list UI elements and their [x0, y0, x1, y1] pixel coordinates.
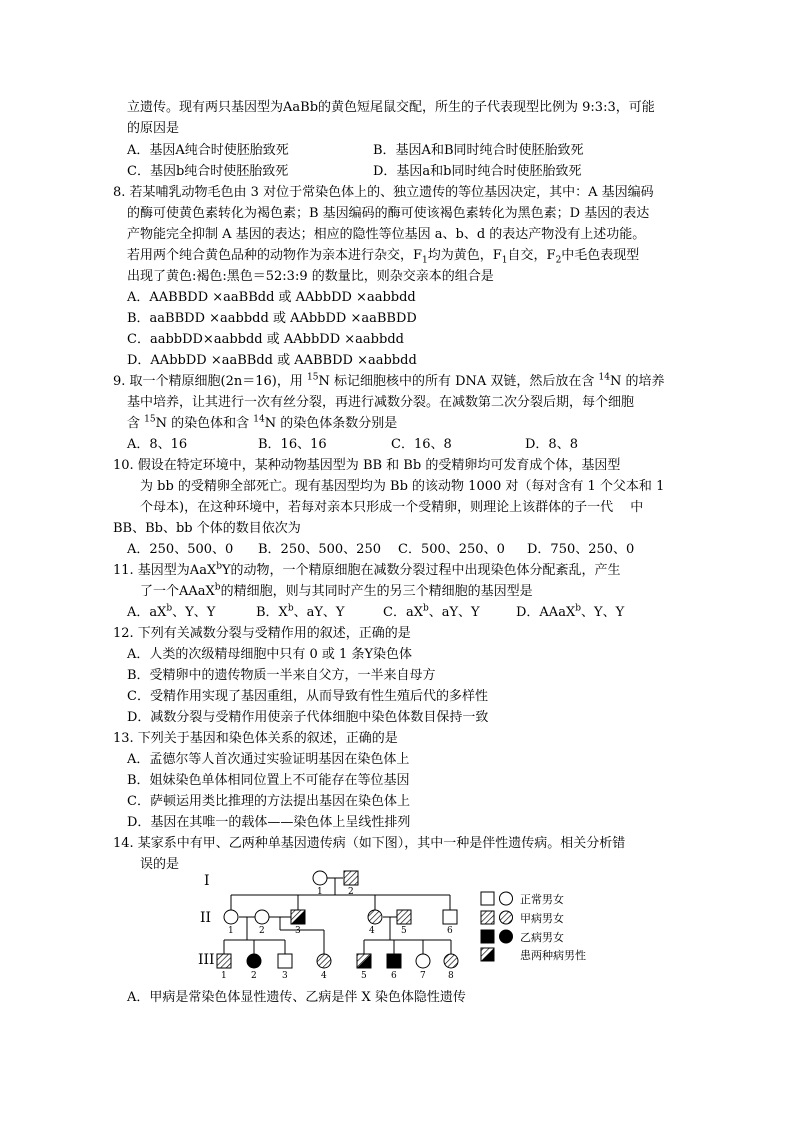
pedigree-legend — [481, 892, 586, 962]
q9-option-d: D．8、8 — [525, 437, 578, 452]
gen2-male-5 — [397, 910, 411, 924]
q7-stem-line-1: 立遗传。现有两只基因型为AaBb的黄色短尾鼠交配，所生的子代表现型比例为 9:3:3，可能 — [127, 100, 655, 115]
gen-label-1: I — [204, 873, 210, 889]
q13-stem: 13. 下列关于基因和染色体关系的叙述，正确的是 — [113, 731, 398, 746]
q8-stem-line-4: 若用两个纯合黄色品种的动物作为亲本进行杂交，$F_1$均为黄色，$F_1$自交，$F_2$中毛色表现型 — [127, 248, 640, 266]
q8-stem-line-1: 8. 若某哺乳动物毛色由 3 对位于常染色体上的、独立遗传的等位基因决定，其中：A 基因编码 — [113, 185, 654, 200]
q12-option-b: B．受精卵中的遗传物质一半来自父方，一半来自母方 — [127, 668, 436, 683]
q9-option-a: A．8、16 — [127, 437, 188, 452]
q11-stem-line-1: 11. 基因型为AaX$^b$Y的动物，一个精原细胞在减数分裂过程中出现染色体分配紊乱，产生 — [113, 561, 621, 578]
gen3-num-4: 4 — [321, 971, 327, 981]
gen3-female-8 — [444, 954, 458, 968]
q11-option-d: D．AAaX$^b$、Y、Y — [516, 603, 625, 620]
legend-both: 患两种病男性 — [520, 949, 586, 962]
gen2-num-6: 6 — [447, 926, 453, 936]
q8-stem-line-5: 出现了黄色:褐色:黑色＝52:3:9 的数量比，则杂交亲本的组合是 — [127, 269, 494, 284]
q8-stem-line-3: 产物能完全抑制 A 基因的表达；相应的隐性等位基因 a、b、d 的表达产物没有上述功能。 — [127, 227, 646, 242]
q10-stem-line-2: 为 bb 的受精卵全部死亡。现有基因型均为 Bb 的该动物 1000 对（每对含有 1 个父本和 1 — [140, 479, 665, 494]
legend-normal: 正常男女 — [520, 893, 564, 906]
q14-option-a: A．甲病是常染色体显性遗传、乙病是伴 X 染色体隐性遗传 — [127, 990, 466, 1005]
gen2-num-4: 4 — [369, 926, 375, 936]
gen2-female-4 — [368, 910, 382, 924]
q11-option-c: C．$aX^b$、aY、Y — [383, 603, 480, 620]
q8-stem-line-2: 的酶可使黄色素转化为褐色素；B 基因编码的酶可使该褐色素转化为黑色素；D 基因的表达 — [127, 206, 650, 221]
q7-option-b: B．基因A和B同时纯合时使胚胎致死 — [373, 143, 584, 158]
q10-stem-line-4: BB、Bb、bb 个体的数目依次为 — [113, 521, 301, 536]
q9-option-b: B．16、16 — [258, 437, 327, 452]
gen3-female-4 — [317, 954, 331, 968]
q14-stem-line-1: 14. 某家系中有甲、乙两种单基因遗传病（如下图），其中一种是伴性遗传病。相关分析错 — [113, 836, 626, 851]
gen2-num-1: 1 — [228, 926, 234, 936]
gen3-male-1 — [217, 954, 231, 968]
gen2-male-3 — [291, 910, 305, 924]
q10-option-a: A．250、500、0 — [127, 542, 234, 557]
gen2-male-6 — [443, 910, 457, 924]
q8-option-d: D．AAbbDD ×aaBBdd 或 AABBDD ×aabbdd — [127, 353, 417, 368]
gen2-num-5: 5 — [401, 926, 407, 936]
q14-stem-line-2: 误的是 — [140, 857, 180, 872]
gen2-female-1 — [224, 910, 238, 924]
q7-stem-line-2: 的原因是 — [127, 121, 180, 136]
q13-option-d: D．基因在其唯一的载体——染色体上呈线性排列 — [127, 815, 411, 830]
q12-option-a: A．人类的次级精母细胞中只有 0 或 1 条Y染色体 — [127, 647, 413, 662]
q12-option-d: D．减数分裂与受精作用使亲子代体细胞中染色体数目保持一致 — [127, 710, 489, 725]
gen1-num-2: 2 — [348, 887, 354, 897]
q9-stem-line-3: 含 $^{15}$N 的染色体和含 $^{14}$N 的染色体条数分别是 — [127, 414, 398, 431]
q8-option-b: B．aaBBDD ×aabbdd 或 AAbbDD ×aaBBDD — [127, 311, 417, 326]
gen2-num-3: 3 — [295, 926, 301, 936]
gen3-num-8: 8 — [448, 971, 454, 981]
q9-stem-line-1: 9. 取一个精原细胞(2n＝16)，用 $^{15}$N 标记细胞核中的所有 DNA 双链，然后放在含 $^{14}$N 的培养 — [113, 372, 665, 389]
gen3-num-2: 2 — [251, 971, 257, 981]
gen3-num-7: 7 — [420, 971, 426, 981]
q10-option-c: C．500、250、0 — [398, 542, 505, 557]
gen3-male-3 — [278, 954, 292, 968]
legend-disease-jia: 甲病男女 — [520, 912, 564, 925]
q13-option-a: A．孟德尔等人首次通过实验证明基因在染色体上 — [127, 752, 410, 767]
gen3-female-7 — [416, 954, 430, 968]
q11-option-b: B．$X^b$、aY、Y — [256, 603, 345, 620]
q7-option-c: C．基因b纯合时使胚胎致死 — [127, 164, 289, 179]
q12-stem: 12. 下列有关减数分裂与受精作用的叙述，正确的是 — [113, 626, 411, 641]
gen2-num-2: 2 — [259, 926, 265, 936]
q8-option-a: A．AABBDD ×aaBBdd 或 AAbbDD ×aabbdd — [127, 290, 416, 305]
q13-option-c: C．萨顿运用类比推理的方法提出基因在染色体上 — [127, 794, 410, 809]
q7-option-a: A．基因A纯合时使胚胎致死 — [127, 143, 289, 158]
gen-label-2: II — [200, 910, 212, 926]
q11-stem-line-2: 了一个AAaX$^b$的精细胞，则与其同时产生的另三个精细胞的基因型是 — [140, 582, 533, 599]
gen1-female-1 — [313, 871, 327, 885]
q10-option-d: D．750、250、0 — [527, 542, 635, 557]
q12-option-c: C．受精作用实现了基因重组，从而导致有性生殖后代的多样性 — [127, 689, 488, 704]
gen3-num-6: 6 — [391, 971, 397, 981]
q9-option-c: C．16、8 — [391, 437, 452, 452]
gen1-num-1: 1 — [317, 887, 323, 897]
q11-option-a: A．$aX^b$、Y、Y — [127, 603, 216, 620]
gen3-male-5 — [357, 954, 371, 968]
gen1-male-2 — [344, 871, 358, 885]
gen-label-3: III — [198, 952, 215, 968]
gen3-female-2 — [247, 954, 261, 968]
gen2-female-2 — [255, 910, 269, 924]
gen3-num-3: 3 — [282, 971, 288, 981]
gen3-num-1: 1 — [221, 971, 227, 981]
q13-option-b: B．姐妹染色单体相同位置上不可能存在等位基因 — [127, 773, 410, 788]
q9-stem-line-2: 基中培养，让其进行一次有丝分裂，再进行减数分裂。在减数第二次分裂后期，每个细胞 — [127, 395, 635, 410]
q10-stem-line-3: 个母本)，在这种环境中，若每对亲本只形成一个受精卵，则理论上该群体的子一代 中 — [140, 500, 644, 515]
q10-stem-line-1: 10. 假设在特定环境中，某种动物基因型为 BB 和 Bb 的受精卵均可发育成个体，基因型 — [113, 458, 621, 473]
gen3-male-6 — [387, 954, 401, 968]
q8-option-c: C．aabbDD×aabbdd 或 AAbbDD ×aabbdd — [127, 332, 404, 347]
q7-option-d: D．基因a和b同时纯合时使胚胎致死 — [373, 164, 582, 179]
gen3-num-5: 5 — [361, 971, 367, 981]
q10-option-b: B．250、500、250 — [258, 542, 381, 557]
legend-disease-yi: 乙病男女 — [520, 931, 564, 944]
